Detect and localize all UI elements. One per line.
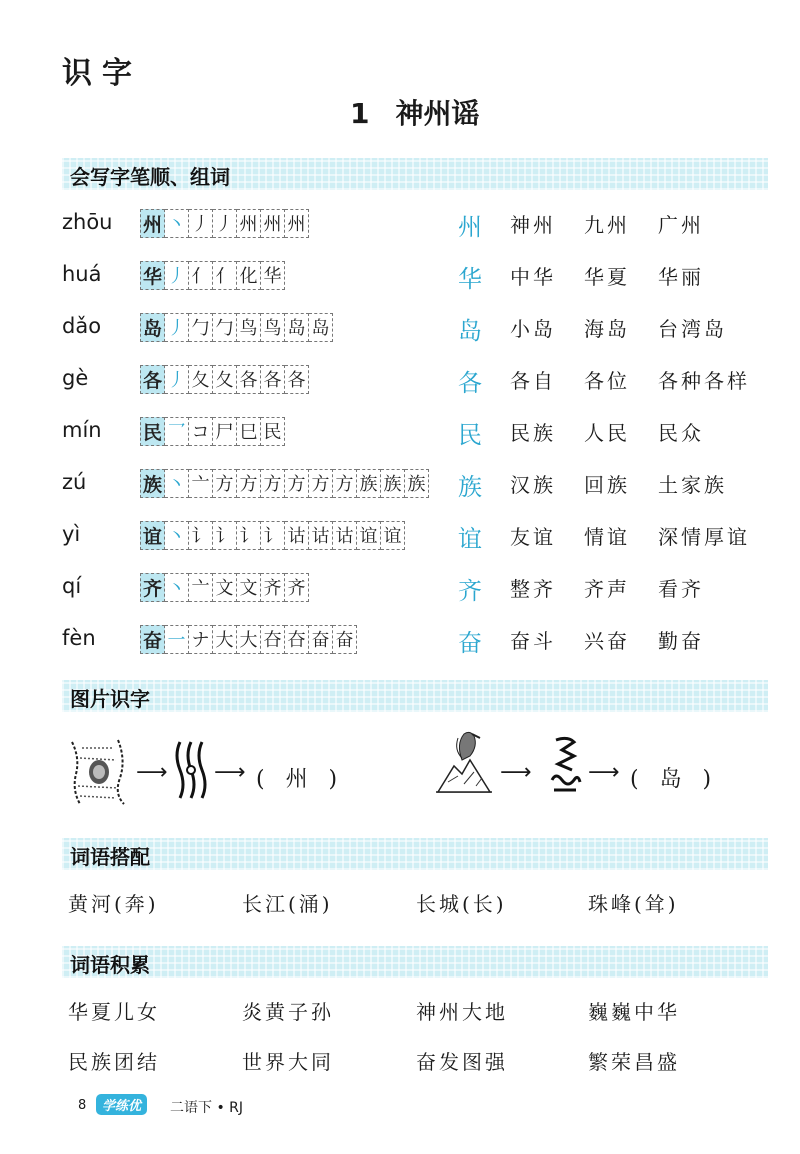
idiom-item: 神州大地 [416,1000,508,1024]
section-title: 词语积累 [70,953,150,977]
stroke-step: 勹 [189,313,213,342]
word-example: 华夏 [584,265,630,289]
stroke-step: 文 [237,573,261,602]
pinyin-label: zú [62,470,87,494]
character-highlight: 谊 [458,525,482,553]
word-example: 深情厚谊 [658,525,750,549]
stroke-order-box [140,208,309,238]
word-example: 民众 [658,421,704,445]
target-character: 岛 [140,313,165,342]
word-example: 各位 [584,369,630,393]
stroke-order-box [140,260,285,290]
word-example: 兴奋 [584,629,630,653]
stroke-step: 讠 [261,521,285,550]
stroke-step: 讠 [237,521,261,550]
stroke-step: 方 [261,469,285,498]
word-example: 海岛 [584,317,630,341]
stroke-step: 丶 [165,469,189,498]
stroke-step: 诂 [309,521,333,550]
idiom-item: 炎黄子孙 [242,1000,334,1024]
word-example: 土家族 [658,473,727,497]
pinyin-label: huá [62,262,102,286]
character-highlight: 州 [458,213,482,241]
target-character: 齐 [140,573,165,602]
stroke-step: 亠 [189,469,213,498]
bird-on-island-illustration [434,726,494,794]
stroke-step: 丿 [189,209,213,238]
stroke-step: 丿 [165,261,189,290]
word-example: 情谊 [584,525,630,549]
character-highlight: 各 [458,369,482,397]
word-example: 各自 [510,369,556,393]
pinyin-label: mín [62,418,102,442]
stroke-step: 丶 [165,573,189,602]
word-example: 人民 [584,421,630,445]
stroke-step: 亠 [189,573,213,602]
match-item: 黄河(奔) [68,892,159,916]
word-example: 华丽 [658,265,704,289]
stroke-step: 夻 [285,625,309,654]
stroke-step: 谊 [381,521,405,550]
arrow-icon: ⟶ [136,760,168,785]
pinyin-label: zhōu [62,210,113,234]
stroke-step: 亻 [213,261,237,290]
section-header-accumulate [62,946,768,978]
character-highlight: 齐 [458,577,482,605]
stroke-step: 奋 [309,625,333,654]
stroke-step: 亻 [189,261,213,290]
stroke-step: 州 [285,209,309,238]
stroke-order-box [140,416,285,446]
section-header-write [62,158,768,190]
stroke-step: 一 [165,625,189,654]
stroke-step: 夂 [189,365,213,394]
idiom-item: 华夏儿女 [68,1000,160,1024]
target-character: 谊 [140,521,165,550]
word-example: 台湾岛 [658,317,727,341]
section-title: 图片识字 [70,687,150,711]
stroke-step: 诂 [285,521,309,550]
stroke-step: 大 [213,625,237,654]
arrow-icon: ⟶ [588,760,620,785]
stroke-step: 州 [237,209,261,238]
pinyin-label: dǎo [62,314,102,338]
pinyin-label: fèn [62,626,96,650]
pinyin-label: gè [62,366,89,390]
lesson-name: 神州谣 [395,97,480,130]
stroke-step: 族 [357,469,381,498]
answer-text: 州 [285,767,308,792]
word-example: 神州 [510,213,556,237]
stroke-step: 鸟 [261,313,285,342]
picture-answer-1: ( 州 ) [256,767,338,792]
stroke-step: 文 [213,573,237,602]
stroke-step: 各 [261,365,285,394]
arrow-icon: ⟶ [214,760,246,785]
stroke-step: 尸 [213,417,237,446]
stroke-step: 岛 [285,313,309,342]
stroke-step: 大 [237,625,261,654]
section-title: 词语搭配 [70,845,150,869]
stroke-step: 夂 [213,365,237,394]
stroke-step: 谊 [357,521,381,550]
stroke-step: 讠 [213,521,237,550]
idiom-item: 巍巍中华 [588,1000,680,1024]
stroke-order-box [140,364,309,394]
stroke-step: 丿 [213,209,237,238]
pinyin-label: qí [62,574,82,598]
idiom-item: 繁荣昌盛 [588,1050,680,1074]
target-character: 民 [140,417,165,446]
arrow-icon: ⟶ [500,760,532,785]
picture-answer-2: ( 岛 ) [630,767,712,792]
word-example: 整齐 [510,577,556,601]
page-number: 8 [78,1098,87,1113]
word-example: 各种各样 [658,369,750,393]
stroke-order-box [140,312,333,342]
word-example: 民族 [510,421,556,445]
ancient-dao-glyph-icon [548,736,582,794]
stroke-step: 奋 [333,625,357,654]
word-example: 九州 [584,213,630,237]
stroke-step: 丶 [165,209,189,238]
stroke-step: 诂 [333,521,357,550]
target-character: 族 [140,469,165,498]
word-example: 奋斗 [510,629,556,653]
word-example: 看齐 [658,577,704,601]
word-example: 齐声 [584,577,630,601]
stroke-step: 方 [285,469,309,498]
section-header-picture [62,680,768,712]
lesson-title [350,92,480,132]
character-highlight: 岛 [458,317,482,345]
word-example: 中华 [510,265,556,289]
mountain-river-illustration [70,738,128,806]
word-example: 友谊 [510,525,556,549]
idiom-item: 世界大同 [242,1050,334,1074]
stroke-step: ナ [189,625,213,654]
stroke-step: 化 [237,261,261,290]
ancient-zhou-glyph-icon [174,740,208,800]
stroke-step: 乛 [165,417,189,446]
stroke-step: 夻 [261,625,285,654]
target-character: 奋 [140,625,165,654]
character-highlight: 族 [458,473,482,501]
section-header-match [62,838,768,870]
stroke-step: 民 [261,417,285,446]
match-item: 长城(长) [416,892,507,916]
grade-label: 二语下 • RJ [170,1100,244,1116]
match-item: 珠峰(耸) [588,892,679,916]
stroke-step: 族 [405,469,429,498]
character-highlight: 民 [458,421,482,449]
stroke-step: 族 [381,469,405,498]
stroke-step: 岛 [309,313,333,342]
word-example: 小岛 [510,317,556,341]
section-title: 会写字笔顺、组词 [70,165,230,189]
stroke-step: 齐 [285,573,309,602]
target-character: 州 [140,209,165,238]
stroke-step: 讠 [189,521,213,550]
stroke-step: 方 [237,469,261,498]
pinyin-label: yì [62,522,81,546]
stroke-step: 方 [309,469,333,498]
stroke-step: 丿 [165,313,189,342]
target-character: 华 [140,261,165,290]
stroke-order-box [140,468,429,498]
match-item: 长江(涌) [242,892,333,916]
word-example: 广州 [658,213,704,237]
stroke-step: 丿 [165,365,189,394]
brand-badge: 学练优 [96,1094,147,1115]
word-example: 勤奋 [658,629,704,653]
stroke-step: 丶 [165,521,189,550]
stroke-step: 方 [333,469,357,498]
lesson-number: 1 [350,97,370,130]
stroke-order-box [140,520,405,550]
idiom-item: 奋发图强 [416,1050,508,1074]
answer-text: 岛 [659,767,682,792]
stroke-order-box [140,572,309,602]
stroke-step: 方 [213,469,237,498]
word-example: 回族 [584,473,630,497]
unit-title: 识字 [62,56,142,91]
stroke-step: 华 [261,261,285,290]
target-character: 各 [140,365,165,394]
stroke-step: コ [189,417,213,446]
stroke-step: 各 [237,365,261,394]
stroke-step: 各 [285,365,309,394]
character-highlight: 华 [458,265,482,293]
stroke-step: 巳 [237,417,261,446]
stroke-step: 鸟 [237,313,261,342]
stroke-step: 勹 [213,313,237,342]
word-example: 汉族 [510,473,556,497]
character-highlight: 奋 [458,629,482,657]
idiom-item: 民族团结 [68,1050,160,1074]
stroke-step: 州 [261,209,285,238]
stroke-step: 齐 [261,573,285,602]
stroke-order-box [140,624,357,654]
